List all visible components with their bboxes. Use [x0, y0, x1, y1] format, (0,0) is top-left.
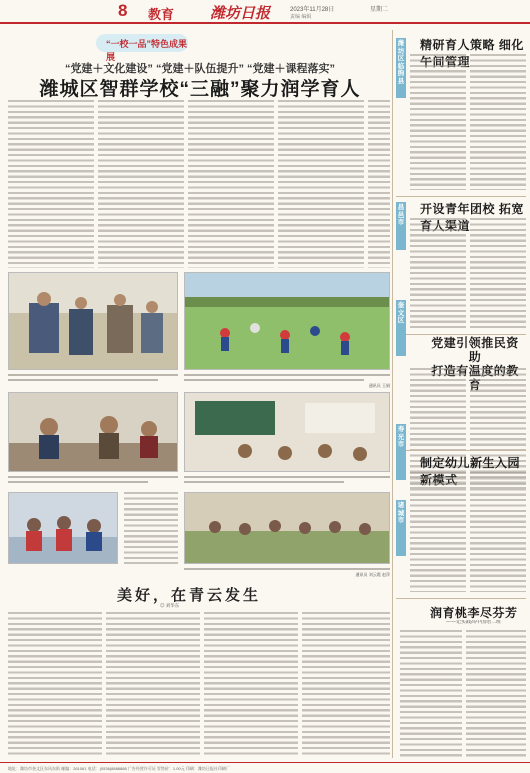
article-divider [396, 598, 526, 599]
photo-caption-line [184, 568, 390, 570]
photo-caption-line [184, 374, 390, 376]
newspaper-logo: 潍坊日报 [210, 4, 271, 22]
article-body [410, 54, 466, 190]
article-title: 党建引领推民资助 打造有温度的教育 [431, 336, 519, 392]
photo-image [9, 393, 178, 472]
article-body [470, 472, 526, 592]
region-tag: 昌邑市 [396, 202, 406, 250]
lead-body-col-5 [368, 100, 390, 268]
issue-weekday: 星期二 [370, 7, 389, 13]
photo-students-reading [8, 492, 118, 564]
photo-caption-line [184, 476, 390, 478]
feature-body-col-2 [106, 612, 200, 758]
article-body [410, 218, 466, 330]
article-body [466, 630, 526, 758]
region-tag: 诸城市 [396, 500, 406, 556]
photo-credit: 通讯员 刘云霞 赵萍 [355, 572, 390, 577]
photo-caption-line [8, 481, 148, 483]
article-subtitle: ——记实践高中国语二班 [446, 620, 502, 625]
photo-image [185, 273, 390, 370]
photo-caption-line [8, 374, 178, 376]
article-body [470, 54, 526, 190]
feature-body-col-3 [204, 612, 298, 758]
photo-image [9, 273, 178, 370]
article-title: 开设青年团校 拓宽育人渠道 [420, 202, 524, 233]
article-divider [396, 450, 526, 451]
article-divider [396, 196, 526, 197]
footer-info: 地址：潍坊市奎文区东风东街 邮编：261061 电话：(0536)8888888 广告经营许可证 零售价：1.00元 印刷：潍坊日报社印刷厂 [8, 766, 230, 771]
article-title: 润育桃李尽芬芳 [430, 606, 518, 620]
masthead [0, 0, 530, 24]
article-body [410, 472, 466, 592]
photo-image [185, 393, 390, 472]
photo-caption-line [8, 379, 158, 381]
feature-body-col-1 [8, 612, 102, 758]
lead-kicker: “党建＋文化建设” “党建＋队伍提升” “党建＋课程落实” [64, 63, 336, 75]
photo-image [9, 493, 118, 564]
region-tag: 寿光市 [396, 424, 406, 480]
photo-credit: 通讯员 王娟 [368, 383, 390, 388]
article-body [470, 218, 526, 330]
article-divider [396, 334, 526, 335]
photo-outdoor-class [184, 492, 390, 564]
photo-image [185, 493, 390, 564]
region-tag: 潍坊区临朐县 [396, 38, 406, 98]
feature-byline: ◎ 刘华东 [160, 603, 180, 608]
photo-caption-line [184, 481, 344, 483]
article-title: 精研育人策略 细化午间管理 [420, 38, 524, 69]
photo-teachers-meeting [8, 392, 178, 472]
lead-body-col-3 [188, 100, 274, 268]
photo-caption-line [8, 476, 178, 478]
photo-class-activity [8, 272, 178, 370]
feature-headline: 美好，在青云发生 [116, 586, 261, 604]
lead-body-col-1 [8, 100, 94, 268]
section-name: 教育 [148, 7, 175, 22]
photo-caption-line [184, 379, 364, 381]
feature-body-col-4 [302, 612, 390, 758]
photo-caption-block [124, 492, 178, 564]
page-number: 8 [118, 1, 128, 20]
series-banner [96, 34, 188, 62]
page-footer [0, 762, 530, 773]
photo-sports-field [184, 272, 390, 370]
column-divider [392, 30, 393, 758]
issue-date: 2023年11月28日 [290, 7, 335, 13]
lead-body-col-4 [278, 100, 364, 268]
lead-body-col-2 [98, 100, 184, 268]
editor-line: 责编 编辑 [290, 14, 312, 20]
banner-label: “一校一品”特色成果展 [106, 39, 188, 62]
lead-headline: 潍城区智群学校“三融”聚力润学育人 [39, 79, 361, 100]
photo-classroom-lesson [184, 392, 390, 472]
article-body [400, 630, 462, 758]
region-tag: 奎文区 [396, 300, 406, 356]
article-title: 制定幼儿新生入园新模式 [420, 456, 521, 487]
